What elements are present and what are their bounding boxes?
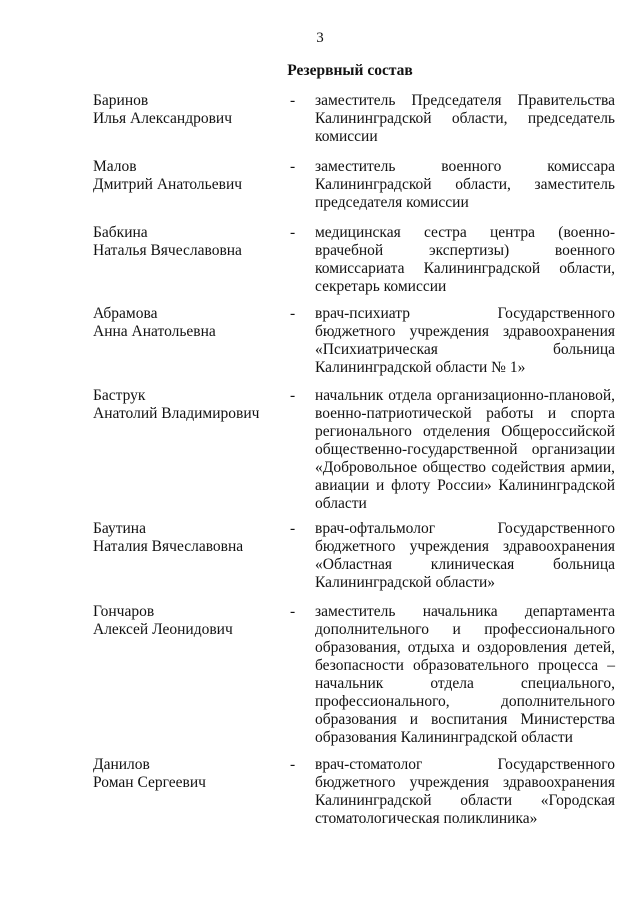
member-dash: - [290,387,296,404]
member-position: врач-психиатр Государственного бюджетного учреждения здравоохранения «Психиатрическая больница Калининградской области № 1» [315,305,615,376]
member-name [93,92,283,128]
member-surname: Малов [93,158,137,175]
member-given-names: Анатолий Владимирович [93,405,260,422]
member-name [93,520,283,556]
member-surname: Гончаров [93,603,155,620]
member-name [93,158,283,194]
member-surname: Баутина [93,520,146,537]
member-given-names: Наталья Вячеславовна [93,242,242,259]
member-surname: Баринов [93,92,149,109]
member-dash: - [290,224,296,241]
member-dash: - [290,92,296,109]
member-given-names: Наталия Вячеславовна [93,538,244,555]
member-position: заместитель Председателя Правительства Калининградской области, председатель комиссии [315,92,615,145]
member-position: врач-офтальмолог Государственного бюджетного учреждения здравоохранения «Областная клиническая больница Калининградской области» [315,520,615,591]
member-position: заместитель военного комиссара Калининградской области, заместитель председателя комиссии [315,158,615,211]
page-number: 3 [316,30,324,46]
member-given-names: Дмитрий Анатольевич [93,176,243,193]
member-dash: - [290,305,296,322]
member-position: врач-стоматолог Государственного бюджетного учреждения здравоохранения Калининградской области «Городская стоматологическая поликлиника» [315,756,615,827]
member-given-names: Алексей Леонидович [93,621,233,638]
member-dash: - [290,158,296,175]
member-position: начальник отдела организационно-плановой, военно-патриотической работы и спорта регионального отделения Общероссийской общественно-государственной организации «Добровольное общество содействия армии, авиации и флоту России» Калининградской области [315,387,615,512]
member-name [93,756,283,792]
member-position: медицинская сестра центра (военно-врачебной экспертизы) военного комиссариата Калининградской области, секретарь комиссии [315,224,615,295]
member-surname: Бабкина [93,224,148,241]
member-surname: Баструк [93,387,146,404]
member-surname: Данилов [93,756,150,773]
member-dash: - [290,756,296,773]
member-name [93,387,283,423]
member-name [93,224,283,260]
member-position: заместитель начальника департамента дополнительного и профессионального образования, отдыха и оздоровления детей, безопасности образовательного процесса – начальник отдела специального, профессионального, дополнительного образования и воспитания Министерства образования Калининградской области [315,603,615,746]
member-name [93,603,283,639]
member-given-names: Анна Анатольевна [93,323,216,340]
member-name [93,305,283,341]
member-given-names: Илья Александрович [93,110,232,127]
member-dash: - [290,520,296,537]
member-surname: Абрамова [93,305,158,322]
member-given-names: Роман Сергеевич [93,774,206,791]
member-dash: - [290,603,296,620]
section-heading: Резервный состав [287,62,413,79]
